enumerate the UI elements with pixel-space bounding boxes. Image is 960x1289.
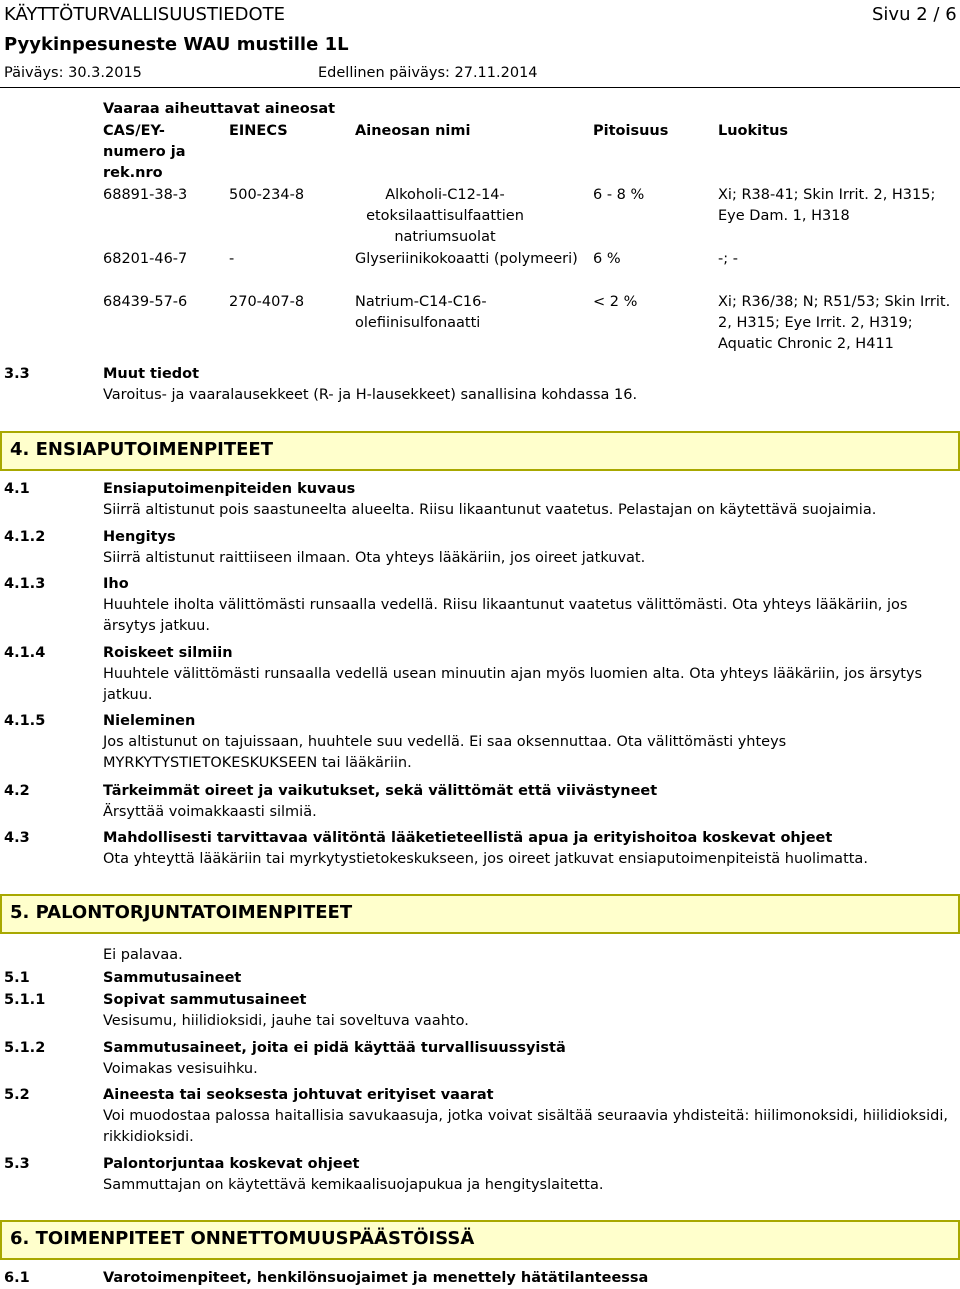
page-indicator: Sivu 2 / 6 <box>872 4 957 25</box>
subsection-number: 3.3 <box>4 366 30 382</box>
product-name: Pyykinpesuneste WAU mustille 1L <box>4 34 349 55</box>
subsection-number: 5.1 <box>4 970 30 986</box>
previous-date: Edellinen päiväys: 27.11.2014 <box>318 65 538 81</box>
subsection-text: Jos altistunut on tajuissaan, huuhtele suu vedellä. Ei saa oksennuttaa. Ota välittömästi yhteys MYRKYTYSTIETOKESKUKSEEN tai lääkäriin. <box>103 734 787 771</box>
subsection-number: 4.3 <box>4 830 30 846</box>
subsection-text: Sammuttajan on käytettävä kemikaalisuojapukua ja hengityslaitetta. <box>103 1177 604 1193</box>
table-row-cas: 68891-38-3 <box>103 187 188 203</box>
page-number: 2 <box>916 4 928 25</box>
section-6-header <box>0 1220 960 1260</box>
table-row-name: Alkoholi-C12-14-etoksilaattisulfaattien natriumsuolat <box>366 187 524 245</box>
table-row-conc: < 2 % <box>593 294 638 310</box>
subsection-title: Roiskeet silmiin <box>103 645 233 661</box>
subsection-number: 5.2 <box>4 1087 30 1103</box>
subsection-title: Sammutusaineet <box>103 970 242 986</box>
subsection-number: 6.1 <box>4 1270 30 1286</box>
subsection-number: 4.2 <box>4 783 30 799</box>
document-type: KÄYTTÖTURVALLISUUSTIEDOTE <box>4 4 286 25</box>
table-row-cas: 68439-57-6 <box>103 294 188 310</box>
subsection-number: 5.3 <box>4 1156 30 1172</box>
col-einecs: EINECS <box>229 123 288 139</box>
table-row-name: Natrium-C14-C16-olefiinisulfonaatti <box>355 294 487 331</box>
subsection-number: 4.1 <box>4 481 30 497</box>
subsection-3-3 <box>0 364 960 406</box>
subsection-title: Nieleminen <box>103 713 196 729</box>
section-5-header <box>0 894 960 934</box>
subsection-text: Siirrä altistunut pois saastuneelta alueelta. Riisu likaantunut vaatetus. Pelastajan on käytettävä suojaimia. <box>103 502 877 518</box>
subsection-title: Mahdollisesti tarvittavaa välitöntä lääketieteellistä apua ja erityishoitoa koskevat ohjeet <box>103 830 833 846</box>
table-row-class: -; - <box>718 251 738 267</box>
table-row-name: Glyseriinikokoaatti (polymeeri) <box>355 251 578 267</box>
subsection-number: 5.1.2 <box>4 1040 46 1056</box>
col-conc: Pitoisuus <box>593 123 669 139</box>
section-title: 4. ENSIAPUTOIMENPITEET <box>10 439 273 460</box>
subsection-title: Aineesta tai seoksesta johtuvat erityiset vaarat <box>103 1087 494 1103</box>
col-class: Luokitus <box>718 123 789 139</box>
subsection-title: Ensiaputoimenpiteiden kuvaus <box>103 481 356 497</box>
table-row-cas: 68201-46-7 <box>103 251 188 267</box>
header-divider <box>0 87 960 88</box>
subsection-title: Sammutusaineet, joita ei pidä käyttää turvallisuussyistä <box>103 1040 566 1056</box>
section-title: 5. PALONTORJUNTATOIMENPITEET <box>10 902 353 923</box>
table-row-einecs: 500-234-8 <box>229 187 305 203</box>
subsection-number: 4.1.4 <box>4 645 46 661</box>
table-row-einecs: 270-407-8 <box>229 294 305 310</box>
table-row-conc: 6 % <box>593 251 621 267</box>
section-title: 6. TOIMENPITEET ONNETTOMUUSPÄÄSTÖISSÄ <box>10 1228 475 1249</box>
subsection-number: 5.1.1 <box>4 992 46 1008</box>
subsection-text: Siirrä altistunut raittiiseen ilmaan. Ota yhteys lääkäriin, jos oireet jatkuvat. <box>103 550 646 566</box>
subsection-title: Hengitys <box>103 529 176 545</box>
subsection-title: Sopivat sammutusaineet <box>103 992 307 1008</box>
table-row-conc: 6 - 8 % <box>593 187 645 203</box>
issue-date: Päiväys: 30.3.2015 <box>4 65 142 81</box>
subsection-title: Iho <box>103 576 129 592</box>
subsection-text: Ärsyttää voimakkaasti silmiä. <box>103 804 317 820</box>
subsection-text: Vesisumu, hiilidioksidi, jauhe tai soveltuva vaahto. <box>103 1013 469 1029</box>
table-row-class: Xi; R36/38; N; R51/53; Skin Irrit. 2, H315; Eye Irrit. 2, H319; Aquatic Chronic 2, H411 <box>718 294 951 352</box>
subsection-text: Varoitus- ja vaaralausekkeet (R- ja H-lausekkeet) sanallisina kohdassa 16. <box>103 387 638 403</box>
page-label: Sivu <box>872 4 911 25</box>
subsection-text: Huuhtele iholta välittömästi runsaalla vedellä. Riisu likaantunut vaatetus välittömästi. Ota yhteys lääkäriin, jos ärsytys jatkuu. <box>103 597 908 634</box>
subsection-number: 4.1.3 <box>4 576 46 592</box>
table-row-einecs: - <box>229 251 235 267</box>
subsection-number: 4.1.5 <box>4 713 46 729</box>
subsection-title: Varotoimenpiteet, henkilönsuojaimet ja menettely hätätilanteessa <box>103 1270 649 1286</box>
page-total: 6 <box>945 4 957 25</box>
subsection-number: 4.1.2 <box>4 529 46 545</box>
section-5-intro: Ei palavaa. <box>103 947 183 963</box>
subsection-text: Huuhtele välittömästi runsaalla vedellä usean minuutin ajan myös luomien alta. Ota yhteys lääkäriin, jos ärsytys jatkuu. <box>103 666 923 703</box>
col-cas: CAS/EY-numero ja rek.nro <box>103 123 186 181</box>
hazardous-title: Vaaraa aiheuttavat aineosat <box>103 101 336 117</box>
subsection-title: Muut tiedot <box>103 366 200 382</box>
subsection-title: Palontorjuntaa koskevat ohjeet <box>103 1156 360 1172</box>
subsection-text: Ota yhteyttä lääkäriin tai myrkytystietokeskukseen, jos oireet jatkuvat ensiaputoimenpiteistä huolimatta. <box>103 851 868 867</box>
subsection-title: Tärkeimmät oireet ja vaikutukset, sekä välittömät että viivästyneet <box>103 783 658 799</box>
table-row-class: Xi; R38-41; Skin Irrit. 2, H315; Eye Dam. 1, H318 <box>718 187 936 224</box>
col-name: Aineosan nimi <box>355 123 471 139</box>
subsection-text: Voimakas vesisuihku. <box>103 1061 258 1077</box>
subsection-text: Voi muodostaa palossa haitallisia savukaasuja, jotka voivat sisältää seuraavia yhdisteitä: hiilimonoksidi, hiilidioksidi, rikkidioksidi. <box>103 1108 948 1145</box>
section-4-header <box>0 431 960 471</box>
